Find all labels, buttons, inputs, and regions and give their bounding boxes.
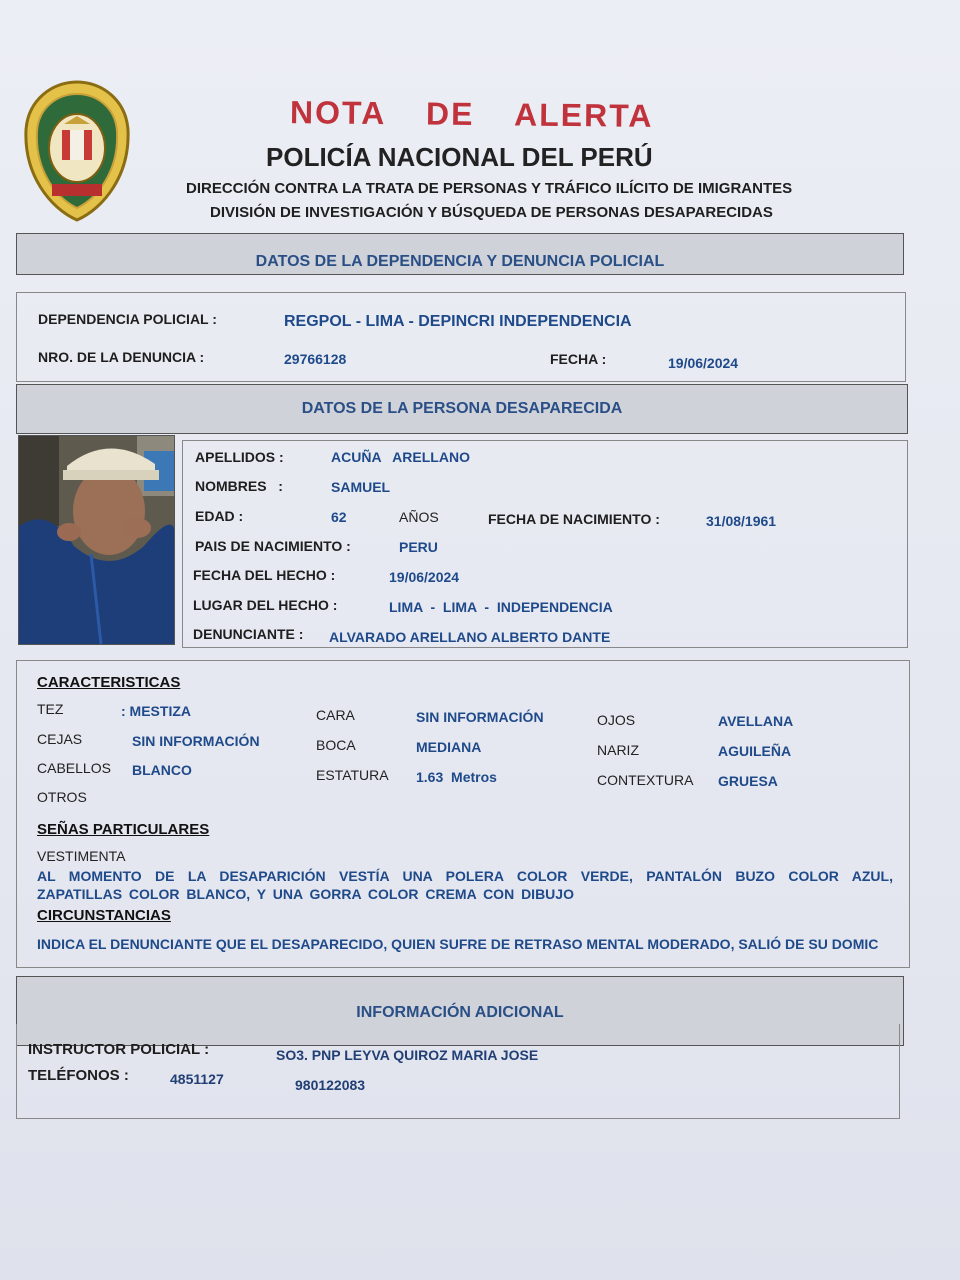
otros-label: OTROS [37,789,87,805]
contextura-label: CONTEXTURA [597,772,694,788]
clothing-label: VESTIMENTA [37,848,126,864]
phones-label: TELÉFONOS : [28,1067,129,1084]
circumstances-description: INDICA EL DENUNCIANTE QUE EL DESAPARECIDO, QUIEN SUFRE DE RETRASO MENTAL MODERADO, SALIÓ DE SU DOMIC [37,936,879,952]
nariz-value: AGUILEÑA [718,743,792,759]
dependency-value: REGPOL - LIMA - DEPINCRI INDEPENDENCIA [284,313,632,330]
birthdate-value: 31/08/1961 [706,513,777,529]
surnames-label: APELLIDOS : [195,449,284,465]
event-place-value: LIMA - LIMA - INDEPENDENCIA [389,599,613,615]
age-unit: AÑOS [399,509,439,525]
age-value: 62 [331,509,347,525]
birthdate-label: FECHA DE NACIMIENTO : [488,511,660,527]
cara-value: SIN INFORMACIÓN [416,709,544,725]
tez-value: : MESTIZA [121,703,191,719]
distinguishing-marks-title: SEÑAS PARTICULARES [37,821,210,838]
event-date-label: FECHA DEL HECHO : [193,567,336,583]
boca-value: MEDIANA [416,739,482,755]
instructor-value: SO3. PNP LEYVA QUIROZ MARIA JOSE [276,1047,539,1063]
boca-label: BOCA [316,737,356,753]
cejas-value: SIN INFORMACIÓN [132,733,260,749]
birth-country-value: PERU [399,539,438,555]
estatura-label: ESTATURA [316,767,389,783]
age-label: EDAD : [195,508,244,524]
ojos-label: OJOS [597,712,636,728]
complainant-value: ALVARADO ARELLANO ALBERTO DANTE [329,629,611,645]
cabellos-value: BLANCO [132,762,192,778]
ojos-value: AVELLANA [718,713,794,729]
person-section-title: DATOS DE LA PERSONA DESAPARECIDA [301,400,623,417]
cara-label: CARA [316,707,355,723]
nariz-label: NARIZ [597,742,639,758]
dependency-label: DEPENDENCIA POLICIAL : [38,311,217,327]
complaint-number-value: 29766128 [284,351,347,367]
instructor-label: INSTRUCTOR POLICIAL : [28,1041,210,1058]
surnames-value: ACUÑA ARELLANO [331,449,470,465]
missing-person-photo [18,435,175,645]
additional-box [16,1024,900,1119]
division-subtitle: DIVISIÓN DE INVESTIGACIÓN Y BÚSQUEDA DE PERSONAS DESAPARECIDAS [210,204,773,221]
clothing-description: AL MOMENTO DE LA DESAPARICIÓN VESTÍA UNA POLERA COLOR VERDE, PANTALÓN BUZO COLOR AZUL, ZAPATILLAS COLOR BLANCO, Y UNA GORRA COLOR CREMA CON DIBUJO [37,868,893,902]
phone-2: 980122083 [295,1077,366,1093]
event-date-value: 19/06/2024 [389,569,460,585]
cabellos-label: CABELLOS [37,760,111,776]
directorate-subtitle: DIRECCIÓN CONTRA LA TRATA DE PERSONAS Y TRÁFICO ILÍCITO DE IMIGRANTES [186,180,793,197]
complaint-date-value: 19/06/2024 [668,355,739,371]
person-section-header [16,384,908,434]
birth-country-label: PAIS DE NACIMIENTO : [195,538,351,554]
names-value: SAMUEL [331,479,391,495]
institution-title: POLICÍA NACIONAL DEL PERÚ [266,142,653,172]
police-emblem-logo [22,80,132,222]
complaint-section-title: DATOS DE LA DEPENDENCIA Y DENUNCIA POLICIAL [255,253,665,270]
alert-title: NOTA DE ALERTA [289,94,654,134]
event-place-label: LUGAR DEL HECHO : [193,597,338,613]
complaint-date-label: FECHA : [550,351,607,367]
additional-section-title: INFORMACIÓN ADICIONAL [356,1004,564,1021]
complainant-label: DENUNCIANTE : [193,626,304,642]
estatura-value: 1.63 Metros [416,769,497,785]
contextura-value: GRUESA [718,773,778,789]
complaint-number-label: NRO. DE LA DENUNCIA : [38,349,205,365]
characteristics-title: CARACTERISTICAS [37,674,181,691]
names-label: NOMBRES : [195,478,283,494]
complaint-box [16,292,906,382]
tez-label: TEZ [37,701,64,717]
complaint-section-header [16,233,904,275]
cejas-label: CEJAS [37,731,83,747]
phone-1: 4851127 [170,1071,224,1087]
circumstances-title: CIRCUNSTANCIAS [37,907,171,924]
